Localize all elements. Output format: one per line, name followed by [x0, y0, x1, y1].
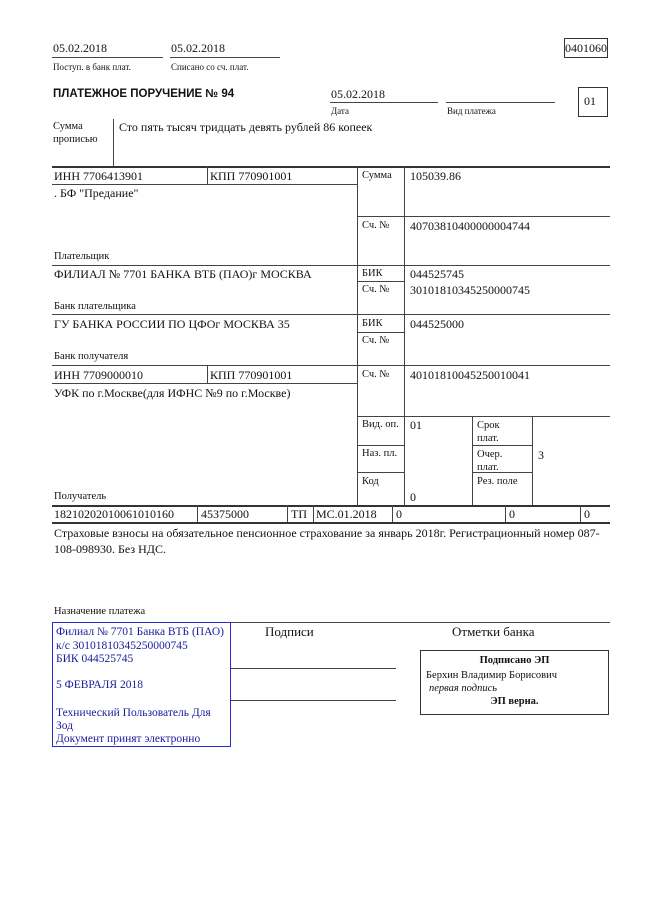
divider [52, 57, 163, 58]
signer-role: первая подпись [429, 683, 498, 694]
stamp-line: БИК 044525745 [56, 653, 134, 665]
signature-verification-box [420, 650, 609, 715]
op-type: 01 [410, 418, 422, 432]
divider [52, 383, 357, 384]
signatures-label: Подписи [265, 624, 314, 639]
priority: 3 [538, 448, 544, 462]
divider [313, 505, 314, 522]
divider [392, 505, 393, 522]
payer-bank-name: ФИЛИАЛ № 7701 БАНКА ВТБ (ПАО)г МОСКВА [54, 267, 312, 281]
signature-line [231, 668, 396, 669]
recipient-bank-name: ГУ БАНКА РОССИИ ПО ЦФОг МОСКВА 35 [54, 317, 290, 331]
recipient-label: Получатель [54, 491, 107, 502]
bank-stamp [52, 622, 231, 747]
payer-bik: 044525745 [410, 267, 464, 281]
payer-bank-label: Банк плательщика [54, 301, 136, 312]
recipient-bank-acc-label: Сч. № [362, 335, 390, 346]
divider [52, 166, 610, 168]
code-label: Код [362, 476, 379, 487]
stamp-line: Зод [56, 720, 74, 732]
bank-marks-label: Отметки банка [452, 624, 535, 639]
divider [472, 445, 532, 446]
order-date: 05.02.2018 [331, 87, 385, 101]
recipient-kpp: КПП 770901001 [210, 368, 293, 382]
date-label: Дата [331, 106, 349, 116]
priority-label: Очер. плат. [477, 449, 503, 473]
recipient-bank-label: Банк получателя [54, 351, 129, 362]
payer-name: . БФ "Предание" [54, 186, 139, 200]
recipient-account: 40101810045250010041 [410, 368, 530, 382]
recipient-name: УФК по г.Москве(для ИФНС №9 по г.Москве) [54, 386, 291, 400]
amount-words-label: Сумма прописью [53, 121, 98, 145]
divider [505, 505, 506, 522]
payer-bank-account: 30101810345250000745 [410, 283, 530, 297]
amount-words: Сто пять тысяч тридцать девять рублей 86 копеек [119, 120, 373, 134]
divider [357, 281, 404, 282]
doc-date: 0 [509, 507, 515, 521]
tax-period: МС.01.2018 [316, 507, 377, 521]
payer-inn: ИНН 7706413901 [54, 169, 143, 183]
divider [287, 505, 288, 522]
divider [357, 445, 404, 446]
purpose-label: Назначение платежа [54, 606, 146, 617]
divider [52, 184, 357, 185]
divider [197, 505, 198, 522]
reserve-label: Рез. поле [477, 476, 518, 487]
purpose-code-label: Наз. пл. [362, 448, 398, 459]
divider [52, 365, 610, 366]
oktmo: 45375000 [201, 507, 249, 521]
divider [330, 102, 438, 103]
debited-label: Списано со сч. плат. [171, 62, 249, 72]
debited-date: 05.02.2018 [171, 41, 225, 55]
divider [357, 416, 610, 417]
payment-type-label: Вид платежа [447, 106, 496, 116]
status-code: 01 [584, 94, 596, 108]
stamp-line: Документ принят электронно [56, 733, 201, 745]
received-label: Поступ. в банк плат. [53, 62, 131, 72]
divider [52, 314, 610, 315]
divider [580, 505, 581, 522]
stamp-line: Технический Пользователь Для [56, 707, 211, 719]
recipient-bik: 044525000 [410, 317, 464, 331]
divider [472, 416, 473, 505]
signer-name: Берхин Владимир Борисович [426, 670, 557, 681]
payer-bik-label: БИК [362, 268, 383, 279]
divider [207, 365, 208, 383]
divider [113, 119, 114, 166]
doc-number: 0 [396, 507, 402, 521]
payer-account: 40703810400000004744 [410, 219, 530, 233]
sum-label: Сумма [362, 170, 392, 181]
form-code: 0401060 [564, 38, 608, 58]
payer-kpp: КПП 770901001 [210, 169, 293, 183]
signed-label: Подписано ЭП [479, 655, 550, 666]
kbk: 18210202010061010160 [54, 507, 174, 521]
divider [52, 522, 610, 524]
divider [357, 332, 404, 333]
divider [357, 216, 610, 217]
divider [446, 102, 555, 103]
signature-line [231, 700, 396, 701]
basis: ТП [291, 507, 307, 521]
sum-value: 105039.86 [410, 169, 461, 183]
status-code-box [578, 87, 608, 117]
received-date: 05.02.2018 [53, 41, 107, 55]
stamp-line: Филиал № 7701 Банка ВТБ (ПАО) [56, 626, 224, 638]
recipient-bik-label: БИК [362, 318, 383, 329]
recipient-acc-label: Сч. № [362, 369, 390, 380]
op-type-label: Вид. оп. [362, 419, 399, 430]
page-title: ПЛАТЕЖНОЕ ПОРУЧЕНИЕ № 94 [53, 88, 235, 100]
payer-label: Плательщик [54, 251, 110, 262]
divider [532, 416, 533, 505]
divider [357, 472, 404, 473]
divider [207, 166, 208, 184]
payment-type: 0 [584, 507, 590, 521]
payer-acc-label: Сч. № [362, 220, 390, 231]
purpose-text: Страховые взносы на обязательное пенсионное страхование за январь 2018г. Регистрационный номер 087-108-098930. Без НДС. [54, 526, 600, 556]
verified-label: ЭП верна. [490, 696, 539, 707]
stamp-line: 5 ФЕВРАЛЯ 2018 [56, 679, 143, 691]
stamp-line: к/с 30101810345250000745 [56, 640, 188, 652]
payer-bank-acc-label: Сч. № [362, 284, 390, 295]
divider [52, 265, 610, 266]
recipient-inn: ИНН 7709000010 [54, 368, 143, 382]
term-label: Срок плат. [477, 420, 500, 444]
divider [170, 57, 280, 58]
code: 0 [410, 490, 416, 504]
